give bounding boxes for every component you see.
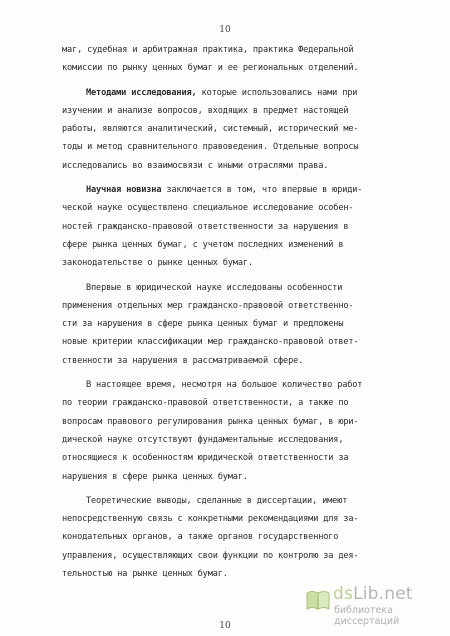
text-line <box>62 297 396 315</box>
line-text: относящиеся к особенностям юридической ответственности за <box>62 453 349 464</box>
text-line <box>62 279 396 297</box>
text-line <box>62 138 396 156</box>
line-text: вопросам правового регулирования рынка ценных бумаг, в юри- <box>62 416 359 427</box>
line-text: ческой науке осуществлено специальное исследование особен- <box>62 203 354 214</box>
text-line <box>62 157 396 175</box>
dslib-watermark[interactable] <box>305 584 450 627</box>
open-book-icon <box>305 589 331 615</box>
text-line <box>62 236 396 254</box>
line-text: применения отдельных мер гражданско-правовой ответственно- <box>62 300 354 311</box>
text-line <box>62 528 396 546</box>
line-text: управления, осуществляющих свои функции по контролю за дея- <box>62 550 359 561</box>
line-text: В настоящее время, несмотря на большое количество работ <box>86 380 363 391</box>
line-text: непосредственную связь с конкретными рекомендациями для за- <box>62 514 359 525</box>
line-text: заключается в том, что впервые в юриди- <box>161 185 363 196</box>
text-line <box>62 102 396 120</box>
text-line <box>62 376 396 394</box>
bold-term: Научная новизна <box>86 185 162 196</box>
line-text: изучении и анализе вопросов, входящих в предмет настоящей <box>62 105 349 116</box>
text-line <box>62 449 396 467</box>
text-line <box>62 565 396 583</box>
text-line <box>62 181 396 199</box>
line-text: дической науке отсутствуют фундаментальные исследования, <box>62 434 344 445</box>
line-text: сти за нарушения в сфере рынка ценных бумаг и предложены <box>62 319 344 330</box>
line-text: ностей гражданско-правовой ответственности за нарушения в <box>62 221 349 232</box>
page-number-bottom: 10 <box>219 621 231 631</box>
line-text: тоды и метод сравнительного правоведения. Отдельные вопросы <box>62 142 359 153</box>
text-line <box>62 352 396 370</box>
text-line <box>62 254 396 272</box>
line-text: исследовались во взаимосвязи с иными отраслями права. <box>62 160 329 171</box>
line-text: законодательстве о рынке ценных бумаг. <box>62 258 253 269</box>
text-line <box>62 315 396 333</box>
line-text: Впервые в юридической науке исследованы особенности <box>86 282 343 293</box>
document-text <box>62 41 396 583</box>
text-line <box>62 84 396 102</box>
line-text: работы, являются аналитический, системный, исторический ме- <box>62 124 359 135</box>
text-line <box>62 547 396 565</box>
page-number-top: 10 <box>219 25 231 35</box>
line-text: конодательных органов, а также органов государственного <box>62 532 339 543</box>
line-text: сфере рынка ценных бумаг, с учетом последних изменений в <box>62 239 344 250</box>
bold-term: Методами исследования, <box>86 87 197 98</box>
line-text: маг, судебная и арбитражная практика, практика Федеральной <box>62 45 354 55</box>
text-line <box>62 333 396 351</box>
text-line <box>62 218 396 236</box>
text-line <box>62 59 396 77</box>
line-text: ственности за нарушения в рассматриваемой сфере. <box>62 355 304 366</box>
watermark-subtitle: библиотека диссертаций <box>334 605 400 627</box>
text-line <box>62 431 396 449</box>
line-text: которые использовались нами при <box>196 87 358 98</box>
line-text: новые критерии классификации мер гражданско-правовой ответ- <box>62 337 359 348</box>
text-line <box>62 492 396 510</box>
text-line <box>62 468 396 486</box>
watermark-title: dsLib.net <box>333 584 413 604</box>
text-line <box>62 120 396 138</box>
text-line <box>62 199 396 217</box>
line-text: нарушения в сфере рынка ценных бумаг. <box>62 471 248 482</box>
text-line <box>62 413 396 431</box>
line-text: Теоретические выводы, сделанные в диссертации, имеют <box>86 495 348 506</box>
text-line <box>62 510 396 528</box>
line-text: по теории гражданско-правовой ответственности, а также по <box>62 398 349 409</box>
text-line <box>62 394 396 412</box>
line-text: тельностью на рынке ценных бумаг. <box>62 569 228 580</box>
text-line <box>62 41 396 59</box>
line-text: комиссии по рынку ценных бумаг и ее региональных отделений. <box>62 63 359 74</box>
